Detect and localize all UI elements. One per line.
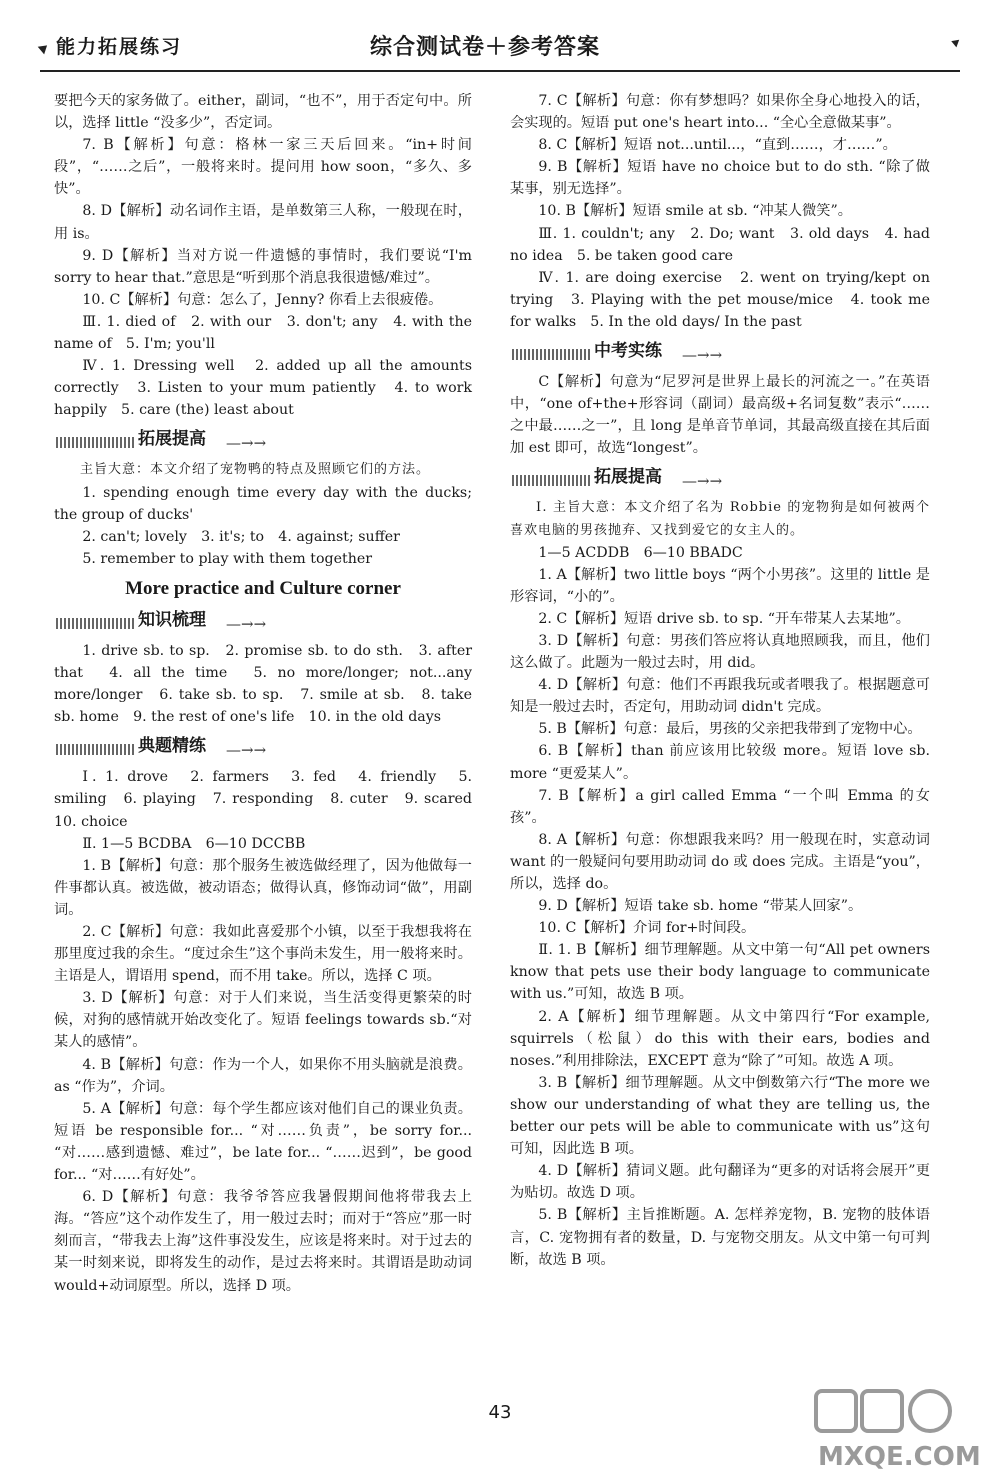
banner-stripes <box>512 349 600 360</box>
answer-para: 主旨大意：本文介绍了宠物鸭的特点及照顾它们的方法。 <box>80 462 431 478</box>
answer-para: 7. C【解析】句意：你有梦想吗？如果你全身心地投入的话，会实现的。短语 put one's heart into... “全心全意做某事”。 <box>510 93 930 132</box>
header-left <box>40 32 182 59</box>
answer-para: 5. B【解析】主旨推断题。A. 怎样养宠物，B. 宠物的肢体语言，C. 宠物拥有者的数量，D. 与宠物交朋友。从文中第一句可判断，故选 B 项。 <box>510 1207 930 1268</box>
banner-title: 中考实练 <box>590 340 666 362</box>
left-column <box>54 90 487 1297</box>
answer-para: 4. B【解析】句意：作为一个人，如果你不用头脑就是浪费。as “作为”，介词。 <box>54 1056 472 1095</box>
header-divider <box>40 70 960 72</box>
answer-para: 7. B【解析】句意：格林一家三天后回来。“in+时间段”，“……之后”，一般将来时。提问用 how soon，“多久、多快”。 <box>54 137 472 198</box>
header-left-text: 能力拓展练习 <box>56 36 183 58</box>
answer-para: 3. D【解析】句意：对于人们来说，当生活变得更繁荣的时候，对狗的感情就开始改变化了。短语 feelings towards sb.“对某人的感情”。 <box>54 990 472 1051</box>
answer-para: Ⅳ. 1. are doing exercise 2. went on trying/kept on trying 3. Playing with the pet mouse/mice 4. took me for walks 5. In the old days/ In the past <box>510 269 930 330</box>
answer-para: Ⅳ. 1. Dressing well 2. added up all the amounts correctly 3. Listen to your mum patiently 4. to work happily 5. care (the) least about <box>54 358 472 419</box>
answer-para: 2. can't; lovely 3. it's; to 4. against; suffer <box>82 528 400 545</box>
answer-para: 6. D【解析】句意：我爷爷答应我暑假期间他将带我去上海。“答应”这个动作发生了，用一般过去时；而对于“答应”那一时刻而言，“带我去上海”这件事没发生，应该是将来时。对于过去的某一时刻来说，即将发生的动作，是过去将来时。其谓语是助动词 would+动词原型。所以，选择 D 项。 <box>54 1189 472 1294</box>
answer-para: 1. drive sb. to sp. 2. promise sb. to do sth. 3. after that 4. all the time 5. no more/longer; not...any more/longer 6. take sb. to sp. 7. smile at sb. 8. take sb. home 9. the rest of one's life 10. in the old days <box>54 642 472 726</box>
banner-stripes <box>56 618 144 629</box>
banner-title: 知识梳理 <box>134 609 210 631</box>
answer-para: Ⅰ. 1. drove 2. farmers 3. fed 4. friendly 5. smiling 6. playing 7. responding 8. cuter 9. scared 10. choice <box>54 769 487 830</box>
answer-para: 5. remember to play with them together <box>82 550 373 567</box>
answer-para: 9. D【解析】当对方说一件遗憾的事情时，我们要说“I'm sorry to hear that.”意思是“听到那个消息我很遗憾/难过”。 <box>54 247 472 286</box>
watermark-logo <box>812 1387 994 1475</box>
answer-para: 2. C【解析】短语 drive sb. to sp. “开车带某人去某地”。 <box>538 610 910 627</box>
answer-para: Ⅲ. 1. couldn't; any 2. Do; want 3. old days 4. had no idea 5. be taken good care <box>510 225 930 264</box>
answer-para: 4. D【解析】句意：他们不再跟我玩或者喂我了。根据题意可知是一般过去时，否定句，用助动词 didn't 完成。 <box>510 677 930 716</box>
answer-para: 4. D【解析】猜词义题。此句翻译为“更多的对话将会展开”更为贴切。故选 D 项。 <box>510 1163 930 1202</box>
arrow-icon: —→→ <box>226 434 267 453</box>
banner-stripes <box>56 744 144 755</box>
svg-text:MXQE.COM: MXQE.COM <box>818 1442 981 1472</box>
section-title: More practice and Culture corner <box>125 577 401 599</box>
arrow-icon: —→→ <box>682 346 723 365</box>
section-banner <box>510 461 930 495</box>
answer-para: 5. B【解析】句意：最后，男孩的父亲把我带到了宠物中心。 <box>538 721 922 738</box>
answer-para: 9. D【解析】短语 take sb. home “带某人回家”。 <box>538 898 863 915</box>
arrow-icon: —→→ <box>226 741 267 760</box>
banner-title: 典题精练 <box>134 735 210 757</box>
answer-para: 2. A【解析】细节理解题。从文中第四行“For example, squirrels（松鼠）do this with their ears, bodies and noses.”利用排除法，EXCEPT 意为“除了”可知。故选 A 项。 <box>510 1008 930 1069</box>
answer-para: 1—5 ACDDB 6—10 BBADC <box>538 544 743 561</box>
answer-para: 8. D【解析】动名词作主语，是单数第三人称，一般现在时，用 is。 <box>54 203 472 242</box>
arrow-icon: —→→ <box>226 614 267 633</box>
section-banner <box>510 335 930 369</box>
answer-para: 1. A【解析】two little boys “两个小男孩”。这里的 little 是形容词，“小的”。 <box>510 566 930 605</box>
answer-para: C【解析】句意为“尼罗河是世界上最长的河流之一。”在英语中，“one of+the+形容词（副词）最高级+名词复数”表示“……之中最……之一”，且 long 是单音节单词，其最高级直接在其后面加 est 即可，故选“longest”。 <box>510 374 930 457</box>
answer-para: 9. B【解析】短语 have no choice but to do sth. “除了做某事，别无选择”。 <box>510 159 930 198</box>
answer-para: Ⅱ. 1—5 BCDBA 6—10 DCCBB <box>82 835 306 852</box>
answer-para: 1. spending enough time every day with the ducks; the group of ducks' <box>54 484 472 523</box>
banner-stripes <box>512 475 600 486</box>
arrow-icon: —→→ <box>682 472 723 491</box>
section-banner <box>54 423 472 457</box>
banner-stripes <box>56 437 144 448</box>
answer-para: 7. B【解析】a girl called Emma “一个叫 Emma 的女孩”。 <box>510 787 930 826</box>
triangle-icon <box>38 41 51 54</box>
answer-para: Ⅱ. 1. B【解析】细节理解题。从文中第一句“All pet owners know that pets use their body language to communicate with us.”可知，故选 B 项。 <box>510 942 930 1003</box>
triangle-icon <box>951 37 962 48</box>
answer-para: 10. C【解析】句意：怎么了，Jenny? 你看上去很疲倦。 <box>82 291 443 308</box>
right-column <box>510 90 930 1271</box>
answer-para: 8. A【解析】句意：你想跟我来吗？用一般现在时，实意动词 want 的一般疑问句要用助动词 do 或 does 完成。主语是“you”，所以，选择 do。 <box>510 831 930 892</box>
answer-para: 5. A【解析】句意：每个学生都应该对他们自己的课业负责。短语 be responsible for... “对……负责”，be sorry for... “对……感到遗憾、难过”，be late for... “……迟到”，be good for... “对……有好处”。 <box>54 1100 472 1184</box>
answer-para: 3. B【解析】细节理解题。从文中倒数第六行“The more we show our understanding of what they are telling us, the better our pets will be able to communicate with us”这句可知，因此选 B 项。 <box>510 1074 930 1158</box>
banner-title: 拓展提高 <box>590 466 666 488</box>
answer-para: 10. C【解析】介词 for+时间段。 <box>538 920 756 937</box>
answer-para: 10. B【解析】短语 smile at sb. “冲某人微笑”。 <box>538 203 852 220</box>
page-header <box>40 26 960 66</box>
answer-para: 6. B【解析】than 前应该用比较级 more。短语 love sb. more “更爱某人”。 <box>510 743 930 782</box>
banner-title: 拓展提高 <box>134 428 210 450</box>
answer-para: Ⅰ. 主旨大意：本文介绍了名为 Robbie 的宠物狗是如何被两个喜欢电脑的男孩抛弃、又找到爱它的女主人的。 <box>510 500 930 538</box>
answer-para: Ⅲ. 1. died of 2. with our 3. don't; any 4. with the name of 5. I'm; you'll <box>54 313 472 353</box>
header-title: 综合测试卷＋参考答案 <box>370 35 601 60</box>
answer-para: 要把今天的家务做了。either，副词，“也不”，用于否定句中。所以，选择 little “没多少”，否定词。 <box>54 93 472 132</box>
answer-para: 3. D【解析】句意：男孩们答应将认真地照顾我，而且，他们这么做了。此题为一般过去时，用 did。 <box>510 632 930 672</box>
answer-para: 1. B【解析】句意：那个服务生被选做经理了，因为他做每一件事都认真。被选做，被动语态；做得认真，修饰动词“做”，用副词。 <box>54 857 472 918</box>
section-banner <box>54 730 472 764</box>
answer-para: 8. C【解析】短语 not...until...，“直到……，才……”。 <box>538 137 897 154</box>
answer-para: 2. C【解析】句意：我如此喜爱那个小镇，以至于我想我将在那里度过我的余生。“度过余生”这个事尚未发生，用一般将来时。主语是人，谓语用 spend，而不用 take。所以，选择 C 项。 <box>54 924 472 985</box>
page-number: 43 <box>488 1402 512 1423</box>
section-banner <box>54 604 472 638</box>
